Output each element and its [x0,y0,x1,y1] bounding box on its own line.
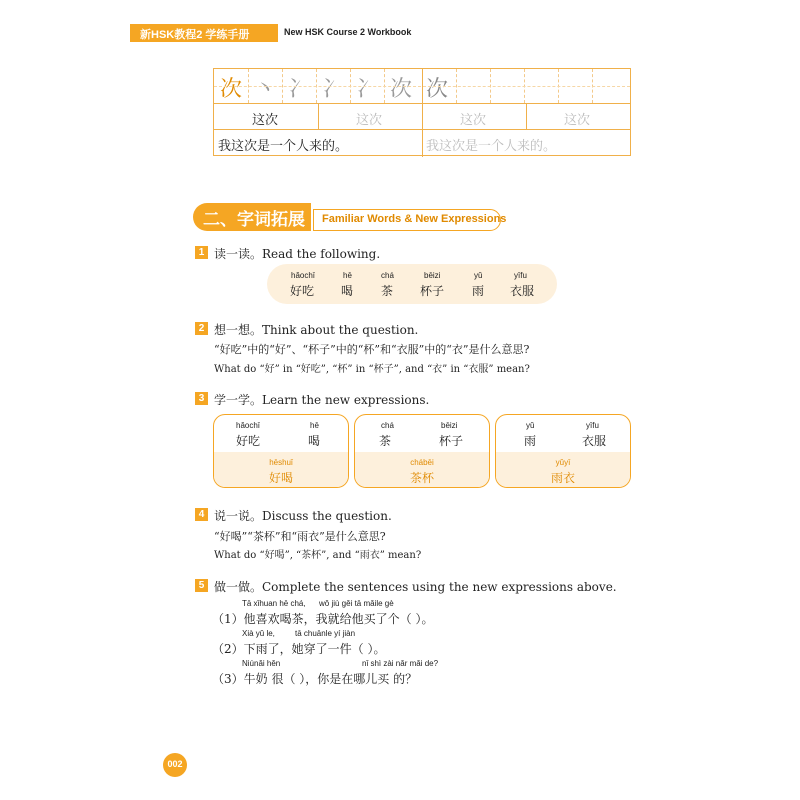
practice-word-trace: 这次 [460,113,487,128]
task-2-question-en: What do “好” in “好吃”, “杯” in “杯子”, and “衣” in “衣服” mean? [214,364,530,375]
card-result-hanzi: 雨衣 [550,471,575,485]
card-pinyin: yǔ [526,421,535,430]
task-2-question-cn: “好吃”中的“好”、“杯子”中的“杯”和“衣服”中的“衣”是什么意思? [214,343,530,356]
word-pinyin: hǎochī [291,271,316,280]
task-5-label: 做一做。Complete the sentences using the new expressions above. [214,580,617,594]
sentence-pinyin: Tā xǐhuan hē chá, [242,599,306,608]
task-4-label: 说一说。Discuss the question. [214,509,392,523]
stroke-char: 冫 [322,77,345,102]
stroke-char: 次 [390,77,413,102]
word-pinyin: yǔ [474,271,483,280]
sentence-pinyin: wǒ jiù gěi tā mǎile gè [319,599,394,608]
card-pinyin: chá [381,421,394,430]
word-pinyin: yīfu [514,271,527,280]
stroke-char: 丶 [254,77,277,102]
task-number: 5 [195,579,208,592]
fill-sentence: （3）牛奶 很（ ），你是在哪儿买 的？ [212,672,418,686]
stroke-char: 次 [426,77,449,102]
card-result-hanzi: 茶杯 [409,471,434,485]
practice-sentence: 我这次是一个人来的。 [218,139,349,154]
expression-card [495,414,631,488]
task-number: 1 [195,246,208,259]
sentence-pinyin: tā chuānle yí jiàn [295,629,356,638]
practice-sentence-trace: 我这次是一个人来的。 [426,139,557,154]
expression-card [213,414,349,488]
card-hanzi: 杯子 [439,434,464,448]
task-2-label: 想一想。Think about the question. [214,323,419,337]
task-1-label: 读一读。Read the following. [214,247,381,261]
card-hanzi: 雨 [524,434,537,448]
card-hanzi: 茶 [379,434,392,448]
card-pinyin: bēizi [441,421,458,430]
sentence-pinyin: Niúnǎi hěn [242,659,281,668]
card-result-pinyin: hēshuǐ [269,458,293,467]
book-title-cn: 新HSK教程2 学练手册 [140,29,250,41]
card-pinyin: hē [310,421,319,430]
sentence-pinyin: nǐ shì zài nǎr mǎi de? [362,659,439,668]
task-3-label: 学一学。Learn the new expressions. [214,393,430,407]
task-4-question-cn: “好喝”“茶杯”和“雨衣”是什么意思? [214,530,386,543]
card-hanzi: 衣服 [582,434,607,448]
practice-grid [213,68,631,156]
card-result-pinyin: yǔyī [555,458,571,467]
word-hanzi: 喝 [341,284,354,298]
card-result-pinyin: chábēi [410,458,434,467]
fill-sentence: （2）下雨了，她穿了一件（ ）。 [212,642,386,656]
card-pinyin: hǎochī [236,421,261,430]
card-result-hanzi: 好喝 [268,471,293,485]
word-hanzi: 茶 [381,284,394,298]
sentence-pinyin: Xià yǔ le, [242,629,275,638]
word-hanzi: 雨 [472,284,485,298]
stroke-char: 冫 [288,77,311,102]
fill-sentence: （1）他喜欢喝茶，我就给他买了个（ ）。 [212,612,434,626]
practice-word-trace: 这次 [564,113,591,128]
word-pinyin: chá [381,271,394,280]
section-title-cn: 二、字词拓展 [203,210,305,229]
practice-word: 这次 [252,113,279,128]
word-pinyin: hē [343,271,352,280]
card-hanzi: 好吃 [236,434,261,448]
task-number: 3 [195,392,208,405]
page-number: 002 [167,759,183,769]
section-title-en: Familiar Words & New Expressions [322,213,507,225]
expression-card [354,414,490,488]
stroke-char: 次 [220,77,243,102]
stroke-char: 冫 [356,77,379,102]
task-number: 2 [195,322,208,335]
word-pinyin: bēizi [424,271,441,280]
word-hanzi: 好吃 [290,284,315,298]
card-hanzi: 喝 [308,434,321,448]
word-hanzi: 衣服 [510,284,535,298]
task-number: 4 [195,508,208,521]
card-pinyin: yīfu [586,421,599,430]
task-4-question-en: What do “好喝”, “茶杯”, and “雨衣” mean? [214,550,422,561]
book-title-en: New HSK Course 2 Workbook [284,27,412,37]
word-hanzi: 杯子 [420,284,445,298]
practice-word-trace: 这次 [356,113,383,128]
